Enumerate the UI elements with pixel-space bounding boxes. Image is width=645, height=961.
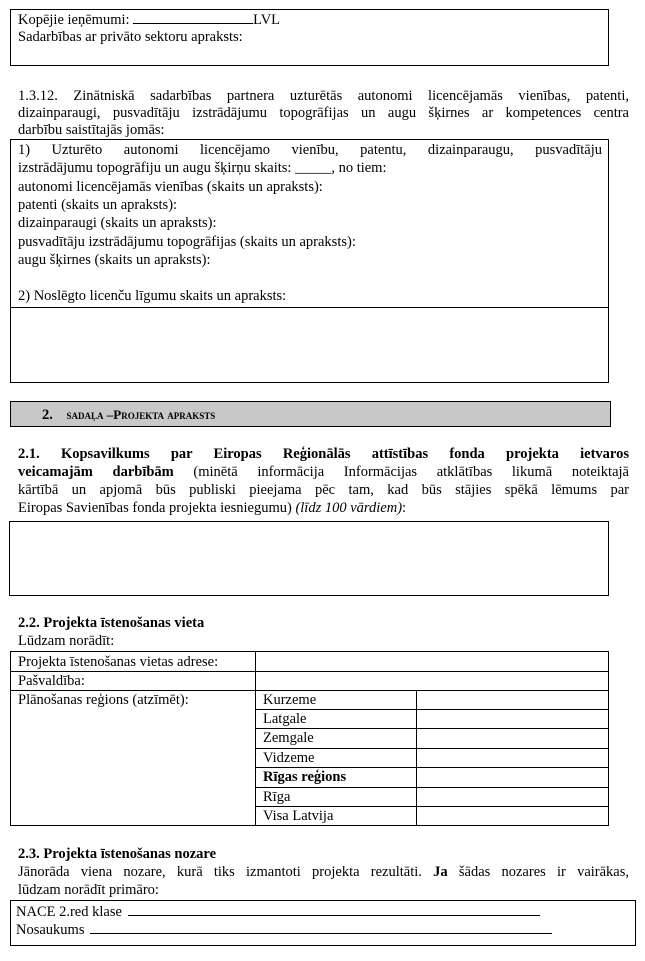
planning-region-label: Plānošanas reģions (atzīmēt): xyxy=(18,692,189,708)
licence-box-line-4: patenti (skaits un apraksts): xyxy=(18,197,178,213)
item-2-3-line-1-a: Jānorāda viena nozare, kurā tiks izmantoti projekta rezultāti. xyxy=(18,864,422,880)
nace-label: NACE 2.red klase xyxy=(16,904,122,920)
item-2-1-line-2-rest: (minētā informācija Informācijas atklātības likumā noteiktajā xyxy=(173,464,629,480)
income-label: Kopējie ieņēmumi: xyxy=(18,12,130,28)
item-2-1-colon: : xyxy=(402,500,407,516)
municipality-input[interactable] xyxy=(256,672,608,690)
item-2-3-title: 2.3. Projekta īstenošanas nozare xyxy=(18,846,217,862)
licence-box-line-1: 1) Uzturēto autonomi licencējamo vienību, patentu, dizainparaugu, pusvadītāju xyxy=(18,142,602,158)
summary-input-box[interactable] xyxy=(9,521,609,596)
item-1-3-12-line-3: darbību saistītajās jomās: xyxy=(18,122,165,138)
licence-box-line-3: autonomi licencējamās vienības (skaits un apraksts): xyxy=(18,179,323,195)
licence-box-line-5: dizainparaugi (skaits un apraksts): xyxy=(18,215,217,231)
municipality-label: Pašvaldība: xyxy=(18,673,85,689)
section-2-heading xyxy=(42,406,215,424)
region-mark-latgale[interactable] xyxy=(417,710,608,728)
item-2-1-line-3: kārtībā un apjomā būs publiski pieejama pēc tam, kad būs stājies spēkā lēmums par xyxy=(18,482,629,498)
region-mark-vidzeme[interactable] xyxy=(417,749,608,767)
item-2-1-line-1: 2.1. Kopsavilkums par Eiropas Reģionālās attīstības fonda projekta ietvaros xyxy=(18,446,629,462)
name-row xyxy=(16,921,552,939)
licence-box-line-2: izstrādājumu topogrāfiju un augu šķirņu skaits: _____, no tiem: xyxy=(18,160,387,176)
nace-row xyxy=(16,903,540,921)
region-mark-zemgale[interactable] xyxy=(417,729,608,748)
licence-agreements-input-area[interactable] xyxy=(11,308,608,382)
licence-box-line-6: pusvadītāju izstrādājumu topogrāfijas (skaits un apraksts): xyxy=(18,234,356,250)
item-2-3-line-1-b: šādas nozares ir vairākas, xyxy=(458,864,630,880)
item-2-1-bold-end: veicamajām darbībām xyxy=(18,464,174,480)
region-rigas-regions: Rīgas reģions xyxy=(263,769,347,785)
nace-input[interactable] xyxy=(128,903,540,916)
item-2-3-line-2: lūdzam norādīt primāro: xyxy=(18,882,159,898)
income-blank[interactable] xyxy=(133,11,253,24)
item-2-2-intro: Lūdzam norādīt: xyxy=(18,633,115,649)
income-unit: LVL xyxy=(253,12,281,28)
section-2-title: sadaļa –Projekta apraksts xyxy=(66,407,216,422)
item-2-2-title: 2.2. Projekta īstenošanas vieta xyxy=(18,615,205,631)
region-latgale: Latgale xyxy=(263,711,307,727)
item-2-1-line-2 xyxy=(18,464,629,481)
region-mark-visa-latvija[interactable] xyxy=(417,807,608,825)
region-zemgale: Zemgale xyxy=(263,730,314,746)
item-2-1-line-4 xyxy=(18,500,406,517)
item-2-3-line-1 xyxy=(18,864,629,881)
region-riga: Rīga xyxy=(263,789,291,805)
region-mark-kurzeme[interactable] xyxy=(417,691,608,709)
item-2-1-line-4-text: Eiropas Savienības fonda projekta iesniegumu) xyxy=(18,500,292,516)
address-input[interactable] xyxy=(256,652,608,671)
region-mark-riga[interactable] xyxy=(417,788,608,806)
region-visa-latvija: Visa Latvija xyxy=(263,808,334,824)
name-label: Nosaukums xyxy=(16,922,85,938)
licence-agreements-label: 2) Noslēgto licenču līgumu skaits un apraksts: xyxy=(18,288,287,304)
region-mark-rigas-regions[interactable] xyxy=(417,768,608,787)
section-2-number: 2. xyxy=(42,407,53,423)
region-kurzeme: Kurzeme xyxy=(263,692,317,708)
item-1-3-12-line-1: 1.3.12. Zinātniskā sadarbības partnera uzturētās autonomi licencējamās vienības, patenti, xyxy=(18,88,629,104)
name-input[interactable] xyxy=(90,921,552,934)
item-2-3-line-1-bold: Ja xyxy=(433,864,448,880)
licence-box-line-7: augu šķirnes (skaits un apraksts): xyxy=(18,252,211,268)
private-sector-label: Sadarbības ar privāto sektoru apraksts: xyxy=(18,29,243,45)
income-line xyxy=(18,11,280,29)
item-1-3-12-line-2: dizainparaugi, pusvadītāju izstrādājumu topogrāfijas un augu šķirnes ar kompetences centra xyxy=(18,105,629,121)
item-2-1-word-limit: (līdz 100 vārdiem) xyxy=(291,500,403,516)
region-vidzeme: Vidzeme xyxy=(263,750,315,766)
address-label: Projekta īstenošanas vietas adrese: xyxy=(18,654,219,670)
